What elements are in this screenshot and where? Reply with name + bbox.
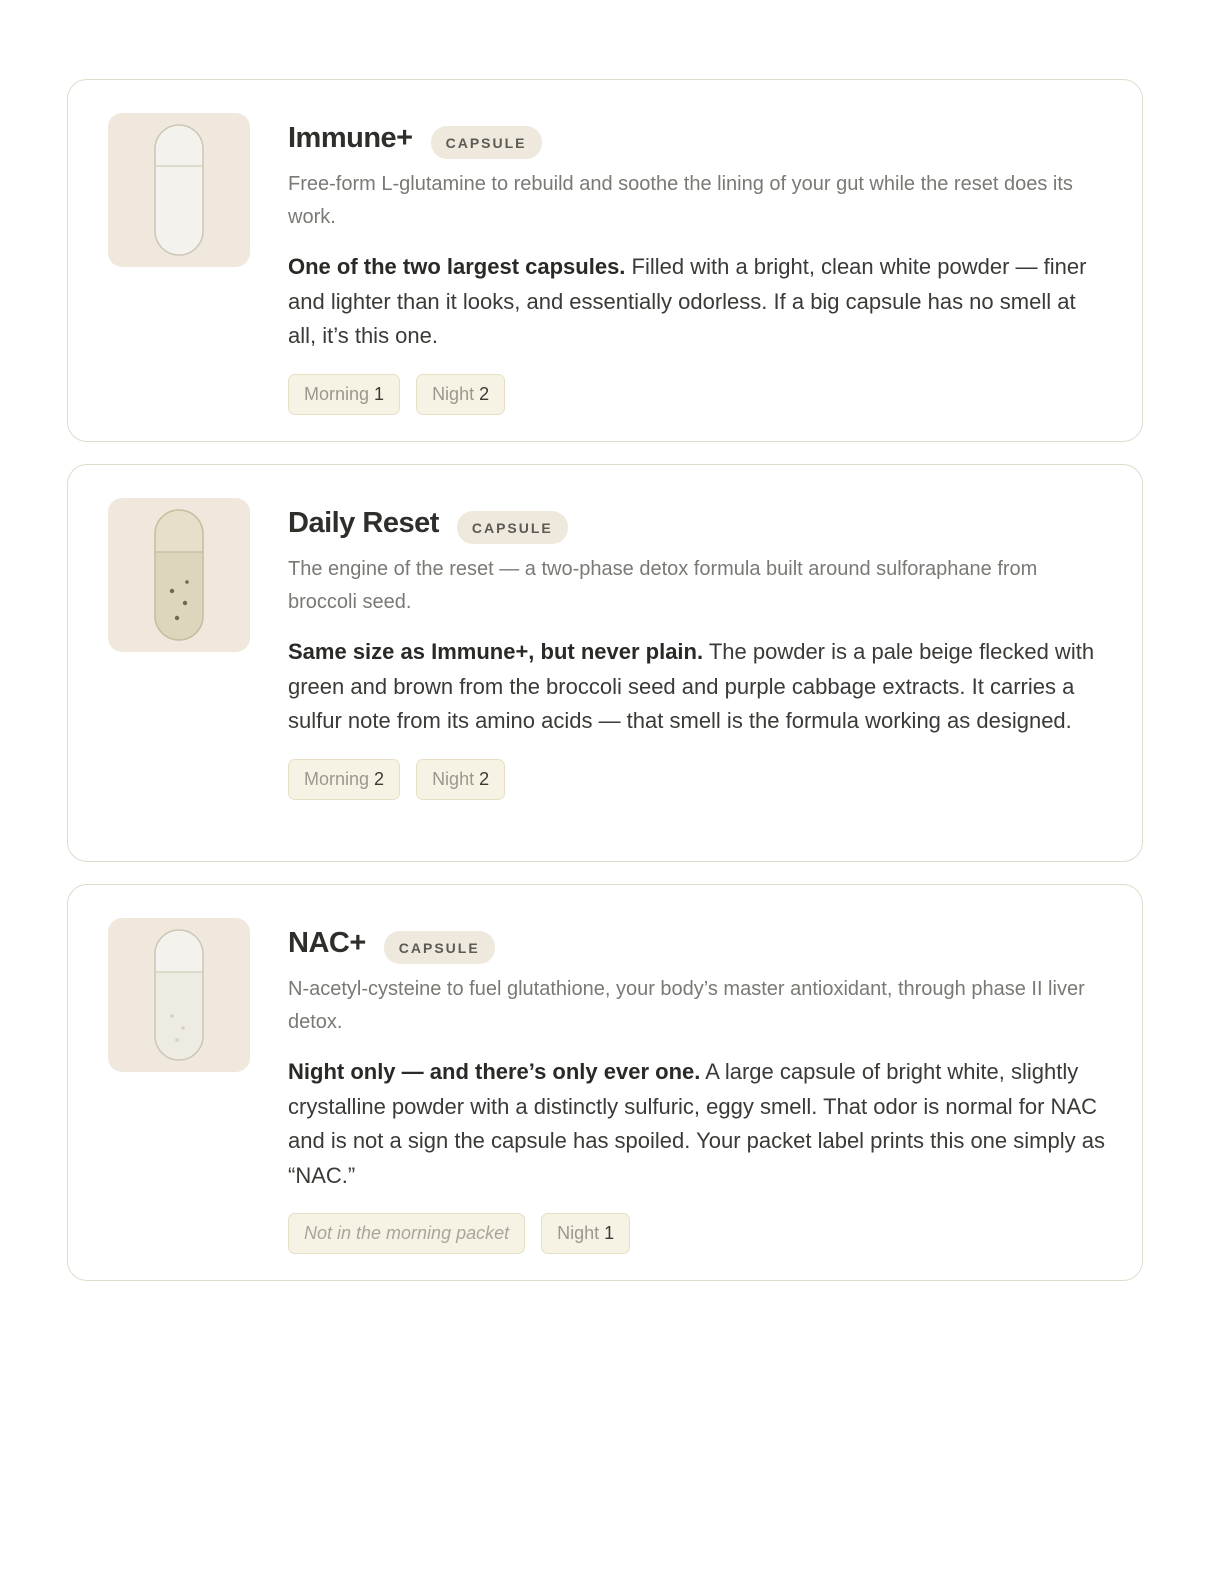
- dose-pills: [288, 759, 1108, 800]
- supplement-card-nac: [67, 884, 1143, 1281]
- detail-lead: Same size as Immune+, but never plain.: [288, 639, 704, 664]
- capsule-thumbnail: [108, 918, 250, 1072]
- form-badge: CAPSULE: [431, 126, 542, 159]
- dose-count: 2: [479, 768, 490, 789]
- supplement-description: The engine of the reset — a two-phase detox formula built around sulforaphane from broccoli seed.: [288, 558, 1038, 613]
- supplement-title: NAC+: [288, 926, 366, 959]
- supplement-card-immune: [67, 79, 1143, 442]
- dose-count: 1: [604, 1223, 615, 1243]
- dose-pill-night: [541, 1213, 630, 1254]
- detail-body: The powder is a pale beige flecked with green and brown from the broccoli seed and purple cabbage extracts. It carries a sulfur note from its amino acids — that smell is the formula working as designed.: [288, 639, 1095, 733]
- dose-label: Morning: [304, 383, 370, 404]
- detail-lead: One of the two largest capsules.: [288, 254, 626, 279]
- dose-label: Morning: [304, 768, 370, 789]
- detail-body: A large capsule of bright white, slightly crystalline powder with a distinctly sulfuric, eggy smell. That odor is normal for NAC and is not a sign the capsule has spoiled. Your packet label prints this one simply as “NAC.”: [288, 1059, 1105, 1188]
- white-capsule-icon: [108, 113, 250, 267]
- dose-label: Night: [432, 383, 475, 404]
- dose-count: 2: [374, 768, 385, 789]
- capsule-thumbnail: [108, 498, 250, 652]
- supplement-description: Free-form L-glutamine to rebuild and soothe the lining of your gut while the reset does its work.: [288, 173, 1073, 228]
- supplement-card-daily-reset: [67, 464, 1143, 862]
- detail-lead: Night only — and there’s only ever one.: [288, 1059, 701, 1084]
- supplement-title: Daily Reset: [288, 506, 439, 539]
- dose-label: Night: [432, 768, 475, 789]
- beige-flecked-capsule-icon: [108, 498, 250, 652]
- dose-pills: [288, 374, 1108, 415]
- dose-pill-morning: [288, 374, 400, 415]
- dose-pill-night: [416, 759, 505, 800]
- supplement-description: N-acetyl-cysteine to fuel glutathione, your body’s master antioxidant, through phase II liver detox.: [288, 978, 1085, 1033]
- detail-body: Filled with a bright, clean white powder — finer and lighter than it looks, and essentially odorless. If a big capsule has no smell at all, it’s this one.: [288, 254, 1087, 348]
- capsule-thumbnail: [108, 113, 250, 267]
- form-badge: CAPSULE: [457, 511, 568, 544]
- crystalline-capsule-icon: [108, 918, 250, 1072]
- form-badge: CAPSULE: [384, 931, 495, 964]
- supplement-detail: [288, 635, 1108, 739]
- dose-pill-morning: [288, 759, 400, 800]
- dose-count: 1: [374, 383, 385, 404]
- dose-count: 2: [479, 383, 490, 404]
- supplement-detail: [288, 250, 1108, 354]
- supplement-detail: [288, 1055, 1108, 1193]
- dose-pill-morning-none: Not in the morning packet: [288, 1213, 525, 1254]
- dose-pills: [288, 1213, 1108, 1254]
- supplement-title: Immune+: [288, 121, 413, 154]
- dose-label: Night: [557, 1223, 600, 1243]
- dose-pill-night: [416, 374, 505, 415]
